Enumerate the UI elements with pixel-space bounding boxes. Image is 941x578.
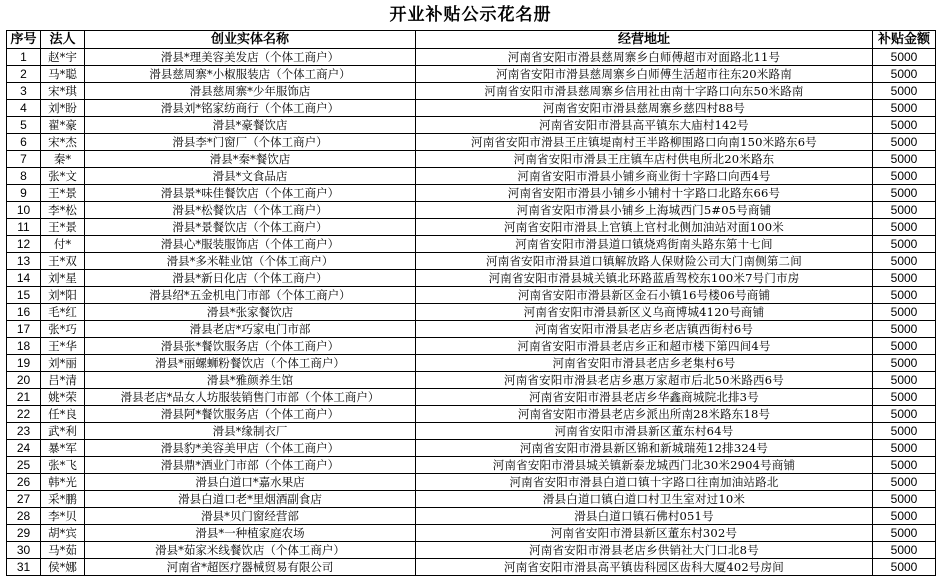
row-address-cell: 河南省安阳市滑县小铺乡小铺村十字路口北路东66号 (416, 185, 873, 202)
row-legal-cell: 马*聪 (41, 66, 85, 83)
row-amount-cell: 5000 (873, 219, 936, 236)
row-no-cell: 14 (7, 270, 41, 287)
row-legal-cell: 王*双 (41, 253, 85, 270)
table-body (7, 49, 936, 576)
row-amount-cell: 5000 (873, 83, 936, 100)
row-legal-cell: 侯*娜 (41, 559, 85, 576)
subsidy-table (6, 30, 936, 576)
row-name-cell: 滑县白道口老*里烟酒副食店 (85, 491, 416, 508)
page-title: 开业补贴公示花名册 (389, 5, 552, 25)
table-row (7, 304, 936, 321)
row-legal-cell: 李*松 (41, 202, 85, 219)
row-legal-cell: 毛*红 (41, 304, 85, 321)
row-name-cell: 滑县*缘制衣厂 (85, 423, 416, 440)
row-address-cell: 河南省安阳市滑县老店乡供销社大门口北8号 (416, 542, 873, 559)
row-name-cell: 滑县鼎*酒业门市部（个体工商户） (85, 457, 416, 474)
table-row (7, 185, 936, 202)
row-no-cell: 6 (7, 134, 41, 151)
row-address-cell: 河南省安阳市滑县城关镇北环路蓝盾驾校东100米7号门市房 (416, 270, 873, 287)
row-amount-cell: 5000 (873, 423, 936, 440)
row-address-cell: 河南省安阳市滑县道口镇烧鸡街南头路东第十七间 (416, 236, 873, 253)
row-name-cell: 滑县*豪餐饮店 (85, 117, 416, 134)
row-legal-cell: 宋*杰 (41, 134, 85, 151)
table-row (7, 49, 936, 66)
row-amount-cell: 5000 (873, 168, 936, 185)
row-legal-cell: 姚*荣 (41, 389, 85, 406)
row-name-cell: 滑县张*餐饮服务店（个体工商户） (85, 338, 416, 355)
row-no-cell: 12 (7, 236, 41, 253)
row-amount-cell: 5000 (873, 338, 936, 355)
row-no-cell: 18 (7, 338, 41, 355)
row-no-cell: 13 (7, 253, 41, 270)
row-amount-cell: 5000 (873, 236, 936, 253)
row-no-cell: 21 (7, 389, 41, 406)
row-amount-cell: 5000 (873, 508, 936, 525)
row-name-cell: 滑县*茹家米线餐饮店（个体工商户） (85, 542, 416, 559)
row-name-cell: 滑县*理美容美发店（个体工商户） (85, 49, 416, 66)
row-no-cell: 30 (7, 542, 41, 559)
row-legal-cell: 吕*清 (41, 372, 85, 389)
row-no-cell: 19 (7, 355, 41, 372)
table-row (7, 355, 936, 372)
row-legal-cell: 刘*盼 (41, 100, 85, 117)
table-row (7, 542, 936, 559)
table-row (7, 372, 936, 389)
row-address-cell: 河南省安阳市滑县城关镇新泰龙城西门北30米2904号商铺 (416, 457, 873, 474)
row-name-cell: 滑县老店*巧家电门市部 (85, 321, 416, 338)
row-address-cell: 河南省安阳市滑县新区义乌商博城4120号商铺 (416, 304, 873, 321)
row-no-cell: 8 (7, 168, 41, 185)
row-legal-cell: 韩*光 (41, 474, 85, 491)
row-name-cell: 滑县绍*五金机电门市部（个体工商户） (85, 287, 416, 304)
row-no-cell: 9 (7, 185, 41, 202)
table-row (7, 287, 936, 304)
row-amount-cell: 5000 (873, 440, 936, 457)
row-address-cell: 河南省安阳市滑县上官镇上官村北侧加油站对面100米 (416, 219, 873, 236)
row-legal-cell: 李*贝 (41, 508, 85, 525)
row-amount-cell: 5000 (873, 287, 936, 304)
row-address-cell: 河南省安阳市滑县道口镇解放路人保财险公司大门南侧第二间 (416, 253, 873, 270)
row-no-cell: 24 (7, 440, 41, 457)
table-row (7, 134, 936, 151)
row-no-cell: 26 (7, 474, 41, 491)
row-no-cell: 27 (7, 491, 41, 508)
table-row (7, 117, 936, 134)
row-name-cell: 滑县*雅颜养生馆 (85, 372, 416, 389)
row-no-cell: 7 (7, 151, 41, 168)
row-legal-cell: 翟*豪 (41, 117, 85, 134)
row-address-cell: 河南省安阳市滑县老店乡华鑫商城院北排3号 (416, 389, 873, 406)
row-no-cell: 10 (7, 202, 41, 219)
row-legal-cell: 采*鹏 (41, 491, 85, 508)
row-amount-cell: 5000 (873, 457, 936, 474)
table-row (7, 406, 936, 423)
row-amount-cell: 5000 (873, 151, 936, 168)
row-amount-cell: 5000 (873, 134, 936, 151)
row-name-cell: 滑县李*门窗厂（个体工商户） (85, 134, 416, 151)
table-row (7, 338, 936, 355)
table-row (7, 525, 936, 542)
row-amount-cell: 5000 (873, 542, 936, 559)
row-name-cell: 河南省*超医疗器械贸易有限公司 (85, 559, 416, 576)
row-name-cell: 滑县老店*品女人坊服装销售门市部（个体工商户） (85, 389, 416, 406)
row-address-cell: 河南省安阳市滑县老店乡派出所南28米路东18号 (416, 406, 873, 423)
row-name-cell: 滑县景*味佳餐饮店（个体工商户） (85, 185, 416, 202)
row-address-cell: 河南省安阳市滑县老店乡老集村6号 (416, 355, 873, 372)
row-name-cell: 滑县*松餐饮店（个体工商户） (85, 202, 416, 219)
row-name-cell: 滑县*张家餐饮店 (85, 304, 416, 321)
table-row (7, 168, 936, 185)
table-row (7, 440, 936, 457)
row-address-cell: 河南省安阳市滑县王庄镇车店村供电所北20米路东 (416, 151, 873, 168)
row-no-cell: 1 (7, 49, 41, 66)
row-address-cell: 河南省安阳市滑县老店乡正和超市楼下第四间4号 (416, 338, 873, 355)
row-name-cell: 滑县*景餐饮店（个体工商户） (85, 219, 416, 236)
row-amount-cell: 5000 (873, 321, 936, 338)
row-no-cell: 4 (7, 100, 41, 117)
row-legal-cell: 王*华 (41, 338, 85, 355)
row-no-cell: 31 (7, 559, 41, 576)
row-address-cell: 河南省安阳市滑县新区董东村64号 (416, 423, 873, 440)
row-amount-cell: 5000 (873, 202, 936, 219)
row-name-cell: 滑县*贝门窗经营部 (85, 508, 416, 525)
row-no-cell: 28 (7, 508, 41, 525)
row-amount-cell: 5000 (873, 185, 936, 202)
row-no-cell: 29 (7, 525, 41, 542)
row-address-cell: 河南省安阳市滑县小铺乡上海城西门5#05号商铺 (416, 202, 873, 219)
row-name-cell: 滑县*丽螺蛳粉餐饮店（个体工商户） (85, 355, 416, 372)
table-header-row (7, 31, 936, 49)
column-header-amount: 补贴金额 (873, 31, 936, 49)
row-address-cell: 河南省安阳市滑县慈周寨乡白师傅生活超市往东20米路南 (416, 66, 873, 83)
row-legal-cell: 胡*宾 (41, 525, 85, 542)
table-row (7, 151, 936, 168)
table-row (7, 66, 936, 83)
row-name-cell: 滑县*秦*餐饮店 (85, 151, 416, 168)
column-header-address: 经营地址 (416, 31, 873, 49)
row-no-cell: 22 (7, 406, 41, 423)
table-row (7, 219, 936, 236)
row-amount-cell: 5000 (873, 389, 936, 406)
row-no-cell: 16 (7, 304, 41, 321)
row-address-cell: 河南省安阳市滑县慈周寨乡白师傅超市对面路北11号 (416, 49, 873, 66)
row-no-cell: 20 (7, 372, 41, 389)
row-no-cell: 2 (7, 66, 41, 83)
row-legal-cell: 刘*丽 (41, 355, 85, 372)
row-name-cell: 滑县*文食品店 (85, 168, 416, 185)
row-amount-cell: 5000 (873, 355, 936, 372)
row-amount-cell: 5000 (873, 525, 936, 542)
row-amount-cell: 5000 (873, 253, 936, 270)
row-amount-cell: 5000 (873, 66, 936, 83)
table-row (7, 100, 936, 117)
column-header-no: 序号 (7, 31, 41, 49)
row-legal-cell: 暴*军 (41, 440, 85, 457)
row-amount-cell: 5000 (873, 304, 936, 321)
row-address-cell: 河南省安阳市滑县新区金石小镇16号楼06号商铺 (416, 287, 873, 304)
row-amount-cell: 5000 (873, 491, 936, 508)
table-row (7, 474, 936, 491)
row-no-cell: 17 (7, 321, 41, 338)
row-amount-cell: 5000 (873, 100, 936, 117)
row-name-cell: 滑县慈周寨*小椒服装店（个体工商户） (85, 66, 416, 83)
column-header-name: 创业实体名称 (85, 31, 416, 49)
row-no-cell: 11 (7, 219, 41, 236)
row-name-cell: 滑县阿*餐饮服务店（个体工商户） (85, 406, 416, 423)
table-row (7, 270, 936, 287)
row-address-cell: 滑县白道口镇白道口村卫生室对过10米 (416, 491, 873, 508)
row-name-cell: 滑县心*服装服饰店（个体工商户） (85, 236, 416, 253)
row-address-cell: 河南省安阳市滑县新区董东村302号 (416, 525, 873, 542)
row-legal-cell: 张*巧 (41, 321, 85, 338)
row-no-cell: 3 (7, 83, 41, 100)
row-amount-cell: 5000 (873, 406, 936, 423)
table-row (7, 491, 936, 508)
table-row (7, 508, 936, 525)
row-amount-cell: 5000 (873, 559, 936, 576)
table-row (7, 321, 936, 338)
row-legal-cell: 任*良 (41, 406, 85, 423)
row-address-cell: 河南省安阳市滑县慈周寨乡慈四村88号 (416, 100, 873, 117)
row-name-cell: 滑县*一种植家庭农场 (85, 525, 416, 542)
row-address-cell: 河南省安阳市滑县老店乡惠万家超市后北50米路西6号 (416, 372, 873, 389)
table-row (7, 83, 936, 100)
row-no-cell: 23 (7, 423, 41, 440)
row-address-cell: 河南省安阳市滑县高平镇齿科园区齿科大厦402号房间 (416, 559, 873, 576)
row-amount-cell: 5000 (873, 372, 936, 389)
table-row (7, 202, 936, 219)
row-legal-cell: 宋*琪 (41, 83, 85, 100)
row-name-cell: 滑县豹*美容美甲店（个体工商户） (85, 440, 416, 457)
row-amount-cell: 5000 (873, 117, 936, 134)
row-address-cell: 河南省安阳市滑县白道口镇十字路口往南加油站路北 (416, 474, 873, 491)
table-row (7, 389, 936, 406)
row-amount-cell: 5000 (873, 49, 936, 66)
column-header-legal: 法人 (41, 31, 85, 49)
row-legal-cell: 刘*星 (41, 270, 85, 287)
table-row (7, 559, 936, 576)
row-name-cell: 滑县*多米鞋业馆（个体工商户） (85, 253, 416, 270)
table-row (7, 253, 936, 270)
table-row (7, 423, 936, 440)
row-legal-cell: 刘*阳 (41, 287, 85, 304)
row-name-cell: 滑县白道口*嘉水果店 (85, 474, 416, 491)
row-no-cell: 5 (7, 117, 41, 134)
row-name-cell: 滑县*新日化店（个体工商户） (85, 270, 416, 287)
row-legal-cell: 王*景 (41, 219, 85, 236)
row-amount-cell: 5000 (873, 270, 936, 287)
row-address-cell: 滑县白道口镇石佛村051号 (416, 508, 873, 525)
row-legal-cell: 武*利 (41, 423, 85, 440)
row-address-cell: 河南省安阳市滑县高平镇东大庙村142号 (416, 117, 873, 134)
row-legal-cell: 付* (41, 236, 85, 253)
row-legal-cell: 赵*宇 (41, 49, 85, 66)
table-row (7, 236, 936, 253)
row-address-cell: 河南省安阳市滑县新区锦和新城瑞苑12排324号 (416, 440, 873, 457)
row-legal-cell: 张*文 (41, 168, 85, 185)
row-address-cell: 河南省安阳市滑县老店乡老店镇西街村6号 (416, 321, 873, 338)
row-no-cell: 25 (7, 457, 41, 474)
row-legal-cell: 马*茹 (41, 542, 85, 559)
row-address-cell: 河南省安阳市滑县王庄镇堤南村王半路柳围路口向南150米路东6号 (416, 134, 873, 151)
row-address-cell: 河南省安阳市滑县小铺乡商业街十字路口向西4号 (416, 168, 873, 185)
row-no-cell: 15 (7, 287, 41, 304)
row-name-cell: 滑县慈周寨*少年服饰店 (85, 83, 416, 100)
row-amount-cell: 5000 (873, 474, 936, 491)
row-legal-cell: 王*景 (41, 185, 85, 202)
row-legal-cell: 秦* (41, 151, 85, 168)
row-address-cell: 河南省安阳市滑县慈周寨乡信用社由南十字路口向东50米路南 (416, 83, 873, 100)
table-row (7, 457, 936, 474)
row-legal-cell: 张*飞 (41, 457, 85, 474)
row-name-cell: 滑县刘*铭家纺商行（个体工商户） (85, 100, 416, 117)
